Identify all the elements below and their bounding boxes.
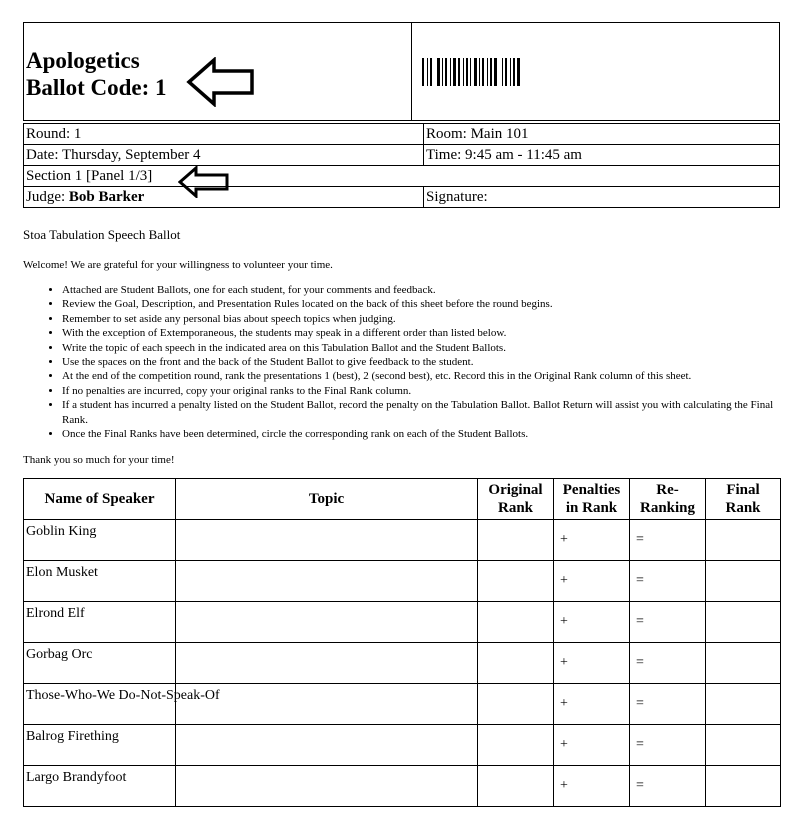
original-rank-cell[interactable]: [478, 684, 554, 725]
room-cell: Room: Main 101: [424, 124, 780, 145]
instruction-item: • With the exception of Extemporaneous, the students may speak in a different order than listed below.: [62, 326, 782, 340]
left-arrow-icon: [186, 57, 256, 107]
speaker-name: Goblin King: [24, 520, 176, 561]
original-rank-cell[interactable]: [478, 520, 554, 561]
header-penalties-in-rank: Penalties in Rank: [554, 479, 630, 520]
barcode: [422, 58, 520, 86]
penalties-cell[interactable]: +: [554, 602, 630, 643]
table-row: [24, 602, 781, 643]
speaker-name: Those-Who-We Do-Not-Speak-Of: [24, 684, 176, 725]
table-row: [24, 643, 781, 684]
instruction-item: • Once the Final Ranks have been determined, circle the corresponding rank on each of the Student Ballots.: [62, 427, 782, 441]
final-rank-cell[interactable]: [706, 684, 781, 725]
instructions-list: [52, 283, 782, 441]
penalties-cell[interactable]: +: [554, 684, 630, 725]
original-rank-cell[interactable]: [478, 725, 554, 766]
re-ranking-cell[interactable]: =: [630, 725, 706, 766]
signature-cell: Signature:: [424, 187, 780, 208]
speaker-name: Gorbag Orc: [24, 643, 176, 684]
topic-cell[interactable]: [176, 684, 478, 725]
final-rank-cell[interactable]: [706, 725, 781, 766]
round-cell: Round: 1: [24, 124, 424, 145]
penalties-cell[interactable]: +: [554, 766, 630, 807]
thanks-text: Thank you so much for your time!: [23, 454, 175, 466]
welcome-text: Welcome! We are grateful for your willingness to volunteer your time.: [23, 259, 333, 271]
instruction-item: • If no penalties are incurred, copy your original ranks to the Final Rank column.: [62, 384, 782, 398]
header-final-rank: Final Rank: [706, 479, 781, 520]
judge-label: Judge:: [26, 189, 69, 205]
topic-cell[interactable]: [176, 725, 478, 766]
speaker-table: [23, 478, 781, 807]
speaker-name: Balrog Firething: [24, 725, 176, 766]
ballot-code: Ballot Code: 1: [26, 75, 167, 100]
instruction-item: • Write the topic of each speech in the indicated area on this Tabulation Ballot and the Student Ballots.: [62, 341, 782, 355]
original-rank-cell[interactable]: [478, 643, 554, 684]
table-row: [24, 520, 781, 561]
ballot-type-title: Stoa Tabulation Speech Ballot: [23, 227, 181, 242]
header-divider: [411, 23, 412, 120]
header-original-rank: Original Rank: [478, 479, 554, 520]
header-topic: Topic: [176, 479, 478, 520]
date-cell: Date: Thursday, September 4: [24, 145, 424, 166]
final-rank-cell[interactable]: [706, 766, 781, 807]
final-rank-cell[interactable]: [706, 561, 781, 602]
speaker-name: Largo Brandyfoot: [24, 766, 176, 807]
topic-cell[interactable]: [176, 766, 478, 807]
speaker-name: Elon Musket: [24, 561, 176, 602]
speaker-name: Elrond Elf: [24, 602, 176, 643]
re-ranking-cell[interactable]: =: [630, 766, 706, 807]
penalties-cell[interactable]: +: [554, 520, 630, 561]
re-ranking-cell[interactable]: =: [630, 643, 706, 684]
time-cell: Time: 9:45 am - 11:45 am: [424, 145, 780, 166]
re-ranking-cell[interactable]: =: [630, 520, 706, 561]
header-name-of-speaker: Name of Speaker: [24, 479, 176, 520]
penalties-cell[interactable]: +: [554, 725, 630, 766]
header-re-ranking: Re- Ranking: [630, 479, 706, 520]
re-ranking-cell[interactable]: =: [630, 602, 706, 643]
topic-cell[interactable]: [176, 643, 478, 684]
original-rank-cell[interactable]: [478, 766, 554, 807]
topic-cell[interactable]: [176, 602, 478, 643]
judge-cell: [24, 187, 424, 208]
section-cell: Section 1 [Panel 1/3]: [24, 166, 780, 187]
ballot-title-block: [26, 47, 167, 101]
original-rank-cell[interactable]: [478, 561, 554, 602]
table-row: [24, 684, 781, 725]
final-rank-cell[interactable]: [706, 520, 781, 561]
re-ranking-cell[interactable]: =: [630, 561, 706, 602]
final-rank-cell[interactable]: [706, 602, 781, 643]
table-row: [24, 725, 781, 766]
final-rank-cell[interactable]: [706, 643, 781, 684]
ballot-info-table: [23, 123, 780, 208]
table-row: [24, 766, 781, 807]
instruction-item: • If a student has incurred a penalty listed on the Student Ballot, record the penalty on the Tabulation Ballot. Ballot Return will assist you with calculating the Final Rank.: [62, 398, 782, 427]
instruction-item: • Review the Goal, Description, and Presentation Rules located on the back of this sheet before the round begins.: [62, 297, 782, 311]
instruction-item: • At the end of the competition round, rank the presentations 1 (best), 2 (second best), etc. Record this in the Original Rank column of this sheet.: [62, 369, 782, 383]
ballot-header: [23, 22, 780, 121]
event-title: Apologetics: [26, 48, 140, 73]
penalties-cell[interactable]: +: [554, 561, 630, 602]
judge-name: Bob Barker: [68, 189, 145, 205]
table-header-row: [24, 479, 781, 520]
topic-cell[interactable]: [176, 520, 478, 561]
penalties-cell[interactable]: +: [554, 643, 630, 684]
table-row: [24, 561, 781, 602]
instruction-item: • Remember to set aside any personal bias about speech topics when judging.: [62, 312, 782, 326]
instruction-item: • Use the spaces on the front and the back of the Student Ballot to give feedback to the student.: [62, 355, 782, 369]
original-rank-cell[interactable]: [478, 602, 554, 643]
topic-cell[interactable]: [176, 561, 478, 602]
re-ranking-cell[interactable]: =: [630, 684, 706, 725]
instruction-item: • Attached are Student Ballots, one for each student, for your comments and feedback.: [62, 283, 782, 297]
